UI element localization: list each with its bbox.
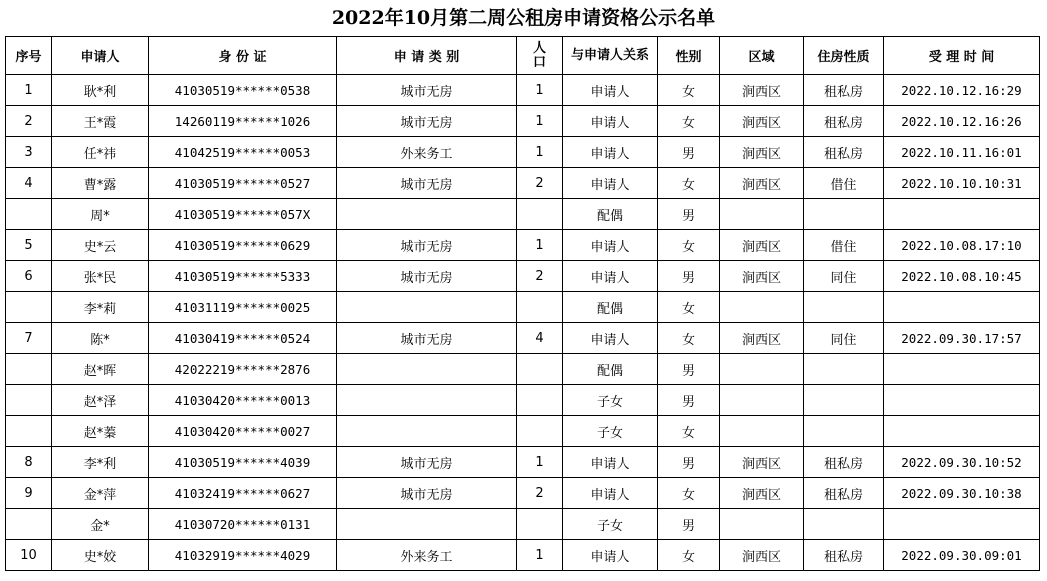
cell-time: 2022.10.08.17:10 [884,230,1040,261]
cell-population [517,199,563,230]
cell-gender: 女 [658,106,720,137]
cell-gender: 女 [658,540,720,571]
cell-housing-type: 同住 [804,323,884,354]
cell-index: 6 [6,261,52,292]
cell-district: 涧西区 [720,478,804,509]
cell-population [517,385,563,416]
table-row [6,385,1040,416]
cell-time: 2022.10.12.16:26 [884,106,1040,137]
cell-gender: 男 [658,447,720,478]
cell-id-number: 14260119******1026 [149,106,337,137]
table-row [6,168,1040,199]
cell-time: 2022.09.30.17:57 [884,323,1040,354]
cell-category [337,416,517,447]
cell-housing-type: 租私房 [804,75,884,106]
cell-relation: 申请人 [563,230,658,261]
header-row [6,37,1040,75]
cell-relation: 申请人 [563,137,658,168]
cell-housing-type: 租私房 [804,478,884,509]
cell-district [720,509,804,540]
cell-time: 2022.09.30.09:01 [884,540,1040,571]
cell-housing-type [804,354,884,385]
cell-district: 涧西区 [720,540,804,571]
cell-time: 2022.09.30.10:38 [884,478,1040,509]
table-row [6,137,1040,168]
cell-id-number: 42022219******2876 [149,354,337,385]
cell-district: 涧西区 [720,230,804,261]
cell-category: 城市无房 [337,478,517,509]
table-row [6,106,1040,137]
cell-population: 1 [517,540,563,571]
cell-time [884,385,1040,416]
cell-applicant: 赵*蓁 [52,416,149,447]
cell-population: 1 [517,106,563,137]
cell-applicant: 赵*晖 [52,354,149,385]
cell-applicant: 史*姣 [52,540,149,571]
cell-gender: 男 [658,354,720,385]
table-row [6,478,1040,509]
cell-index: 10 [6,540,52,571]
cell-time: 2022.10.11.16:01 [884,137,1040,168]
cell-gender: 男 [658,509,720,540]
cell-housing-type: 租私房 [804,106,884,137]
cell-category: 城市无房 [337,323,517,354]
cell-population: 4 [517,323,563,354]
cell-population: 1 [517,230,563,261]
cell-time: 2022.10.10.10:31 [884,168,1040,199]
cell-applicant: 任*祎 [52,137,149,168]
cell-index: 9 [6,478,52,509]
cell-housing-type: 租私房 [804,447,884,478]
cell-index [6,292,52,323]
cell-id-number: 41032419******0627 [149,478,337,509]
cell-id-number: 41030519******057X [149,199,337,230]
cell-district [720,354,804,385]
cell-population: 2 [517,261,563,292]
cell-id-number: 41030519******0538 [149,75,337,106]
cell-time [884,199,1040,230]
cell-applicant: 李*利 [52,447,149,478]
cell-gender: 女 [658,416,720,447]
cell-population: 1 [517,75,563,106]
cell-district: 涧西区 [720,137,804,168]
cell-time [884,416,1040,447]
cell-relation: 申请人 [563,478,658,509]
cell-relation: 配偶 [563,354,658,385]
cell-category: 城市无房 [337,447,517,478]
header-housing-type: 住房性质 [804,37,884,75]
cell-id-number: 41030420******0027 [149,416,337,447]
cell-relation: 申请人 [563,540,658,571]
cell-index [6,385,52,416]
header-district: 区域 [720,37,804,75]
cell-gender: 女 [658,478,720,509]
cell-index: 2 [6,106,52,137]
cell-applicant: 王*霞 [52,106,149,137]
cell-applicant: 金*萍 [52,478,149,509]
cell-housing-type: 借住 [804,230,884,261]
cell-applicant: 赵*泽 [52,385,149,416]
cell-gender: 女 [658,292,720,323]
cell-applicant: 金* [52,509,149,540]
cell-time: 2022.10.08.10:45 [884,261,1040,292]
table-row [6,230,1040,261]
cell-gender: 男 [658,199,720,230]
cell-category [337,292,517,323]
cell-housing-type [804,199,884,230]
cell-category: 城市无房 [337,106,517,137]
table-row [6,509,1040,540]
cell-district: 涧西区 [720,323,804,354]
cell-index [6,199,52,230]
cell-category: 外来务工 [337,137,517,168]
cell-id-number: 41030420******0013 [149,385,337,416]
cell-applicant: 史*云 [52,230,149,261]
cell-district: 涧西区 [720,75,804,106]
cell-relation: 子女 [563,416,658,447]
cell-housing-type: 同住 [804,261,884,292]
cell-district [720,292,804,323]
applicant-table [5,36,1040,571]
cell-population [517,292,563,323]
cell-population: 2 [517,168,563,199]
cell-gender: 男 [658,261,720,292]
cell-id-number: 41030519******0527 [149,168,337,199]
cell-time [884,354,1040,385]
cell-index: 7 [6,323,52,354]
cell-index: 5 [6,230,52,261]
table-row [6,323,1040,354]
cell-id-number: 41032919******4029 [149,540,337,571]
cell-category [337,199,517,230]
cell-population [517,354,563,385]
cell-population [517,416,563,447]
cell-district [720,416,804,447]
header-id-number: 身 份 证 [149,37,337,75]
cell-gender: 女 [658,75,720,106]
cell-index: 8 [6,447,52,478]
cell-gender: 女 [658,323,720,354]
cell-category [337,509,517,540]
cell-relation: 配偶 [563,292,658,323]
header-gender: 性别 [658,37,720,75]
cell-gender: 男 [658,385,720,416]
cell-housing-type: 租私房 [804,137,884,168]
cell-applicant: 陈* [52,323,149,354]
header-applicant: 申请人 [52,37,149,75]
cell-index: 4 [6,168,52,199]
cell-time: 2022.09.30.10:52 [884,447,1040,478]
cell-category: 城市无房 [337,75,517,106]
cell-time [884,509,1040,540]
cell-district: 涧西区 [720,168,804,199]
cell-id-number: 41030720******0131 [149,509,337,540]
cell-housing-type: 借住 [804,168,884,199]
cell-category: 外来务工 [337,540,517,571]
cell-housing-type [804,385,884,416]
cell-applicant: 耿*利 [52,75,149,106]
cell-housing-type [804,509,884,540]
cell-index: 3 [6,137,52,168]
table-row [6,75,1040,106]
cell-time [884,292,1040,323]
cell-district: 涧西区 [720,261,804,292]
cell-applicant: 李*莉 [52,292,149,323]
table-row [6,354,1040,385]
cell-category: 城市无房 [337,230,517,261]
cell-category: 城市无房 [337,168,517,199]
cell-population [517,509,563,540]
cell-gender: 女 [658,168,720,199]
cell-index [6,509,52,540]
cell-applicant: 张*民 [52,261,149,292]
cell-population: 2 [517,478,563,509]
table-row [6,416,1040,447]
cell-housing-type [804,292,884,323]
cell-district [720,385,804,416]
header-population: 人口 [517,37,563,75]
cell-category: 城市无房 [337,261,517,292]
cell-category [337,354,517,385]
cell-index: 1 [6,75,52,106]
table-row [6,292,1040,323]
table-row [6,540,1040,571]
table-row [6,447,1040,478]
header-relation: 与申请人关系 [563,37,658,75]
cell-district: 涧西区 [720,447,804,478]
cell-gender: 女 [658,230,720,261]
cell-category [337,385,517,416]
cell-id-number: 41042519******0053 [149,137,337,168]
cell-index [6,416,52,447]
header-category: 申 请 类 别 [337,37,517,75]
header-time: 受 理 时 间 [884,37,1040,75]
cell-id-number: 41030519******0629 [149,230,337,261]
cell-id-number: 41030419******0524 [149,323,337,354]
cell-id-number: 41030519******4039 [149,447,337,478]
cell-relation: 申请人 [563,106,658,137]
cell-gender: 男 [658,137,720,168]
cell-applicant: 周* [52,199,149,230]
cell-district [720,199,804,230]
cell-relation: 申请人 [563,323,658,354]
cell-relation: 申请人 [563,75,658,106]
table-row [6,199,1040,230]
cell-id-number: 41031119******0025 [149,292,337,323]
cell-relation: 申请人 [563,168,658,199]
cell-relation: 子女 [563,385,658,416]
cell-housing-type [804,416,884,447]
cell-index [6,354,52,385]
table-row [6,261,1040,292]
header-index: 序号 [6,37,52,75]
cell-population: 1 [517,137,563,168]
cell-id-number: 41030519******5333 [149,261,337,292]
cell-relation: 申请人 [563,261,658,292]
cell-population: 1 [517,447,563,478]
cell-relation: 申请人 [563,447,658,478]
page-title: 2022年10月第二周公租房申请资格公示名单 [331,7,716,29]
cell-time: 2022.10.12.16:29 [884,75,1040,106]
cell-applicant: 曹*露 [52,168,149,199]
cell-relation: 配偶 [563,199,658,230]
cell-relation: 子女 [563,509,658,540]
cell-housing-type: 租私房 [804,540,884,571]
cell-district: 涧西区 [720,106,804,137]
